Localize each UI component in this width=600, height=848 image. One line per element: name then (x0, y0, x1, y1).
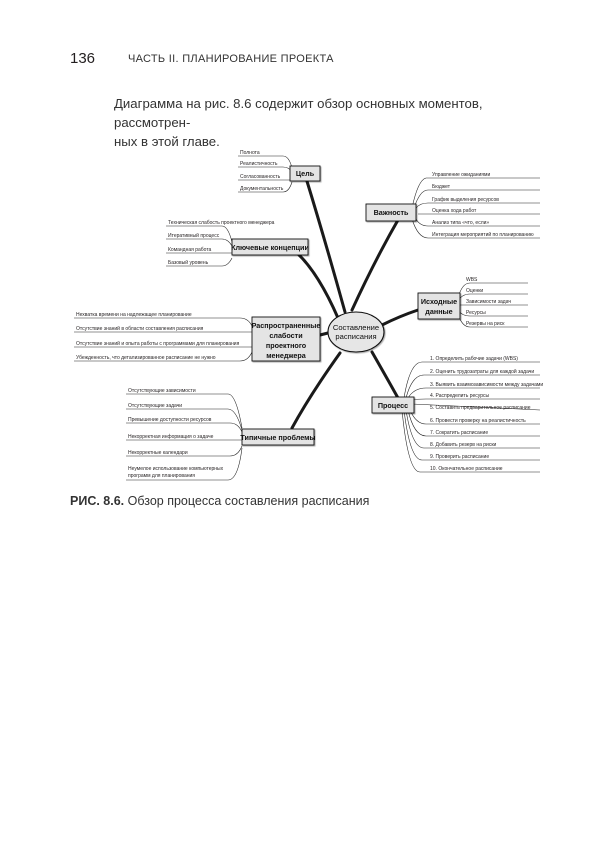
input-item: WBS (466, 277, 478, 283)
input-item: Ресурсы (466, 310, 486, 316)
process-step: 10. Окончательное расписание (430, 466, 503, 472)
process-step: 4. Распределить ресурсы (430, 393, 490, 399)
inputs-title-line: данные (425, 307, 453, 316)
running-head: ЧАСТЬ II. ПЛАНИРОВАНИЕ ПРОЕКТА (128, 53, 334, 65)
center-node (328, 312, 384, 352)
problem-item-line: Неумелое использование компьютерных (128, 466, 224, 472)
key-concepts-branch (166, 220, 309, 266)
intro-line-2: ных в этой главе. (114, 134, 220, 149)
problem-item: Превышение доступности ресурсов (128, 417, 212, 423)
input-item: Оценки (466, 288, 484, 294)
key-concepts-title: Ключевые концепции (231, 243, 309, 252)
goal-item: Согласованность (240, 174, 281, 180)
problem-item: Некорректная информация о задаче (128, 434, 214, 440)
typical-problems-branch (126, 388, 316, 480)
branch-importance (352, 220, 398, 310)
key-concept-item: Итеративный процесс (168, 233, 220, 239)
importance-item: Анализ типа «что, если» (432, 220, 490, 226)
key-concept-item: Командная работа (168, 247, 212, 253)
goal-item: Документальность (240, 186, 284, 192)
process-title: Процесс (377, 401, 409, 410)
intro-line-1: Диаграмма на рис. 8.6 содержит обзор основных моментов, рассмотрен- (114, 96, 483, 130)
goal-item: Полнота (240, 150, 260, 156)
importance-item: Бюджет (432, 184, 451, 190)
weakness-item: Отсутствие знаний и опыта работы с программами для планирования (76, 341, 240, 347)
figure-caption-text: Обзор процесса составления расписания (127, 494, 370, 508)
branch-inputs (382, 310, 418, 325)
importance-item: Интеграция мероприятий по планированию (432, 232, 534, 238)
input-item: Зависимости задач (466, 299, 511, 305)
weakness-item: Убежденность, что детализированное расписание не нужно (76, 355, 216, 361)
weaknesses-title-line: проектного (265, 341, 307, 350)
process-step: 7. Сократить расписание (430, 430, 489, 436)
weaknesses-branch (74, 312, 320, 361)
weaknesses-title-line: менеджера (266, 351, 306, 360)
goal-item: Реалистичность (240, 161, 278, 167)
figure-caption (70, 494, 369, 508)
key-concept-item: Базовый уровень (168, 260, 209, 266)
key-concept-item: Техническая слабость проектного менеджера (168, 220, 275, 226)
importance-title: Важность (373, 208, 409, 217)
weakness-item: Нехватка времени на надлежащее планирование (76, 312, 192, 318)
problem-item: Отсутствующие задачи (128, 403, 183, 409)
branch-weaknesses (320, 333, 328, 335)
process-step: 5. Составить предварительное расписание (430, 405, 531, 411)
importance-item: Оценка хода работ (432, 208, 477, 214)
page-number: 136 (70, 50, 96, 67)
process-step: 8. Добавить резерв на риски (430, 442, 497, 448)
process-step: 1. Определить рабочие задачи (WBS) (430, 356, 518, 362)
center-title-line-1: Составление (332, 323, 380, 332)
typical-problems-title: Типичные проблемы (240, 433, 316, 442)
figure-caption-label: РИС. 8.6. (70, 494, 125, 508)
input-item: Резервы на риск (466, 321, 505, 327)
process-step: 9. Проверить расписание (430, 454, 490, 460)
goal-title: Цель (295, 169, 315, 178)
process-step: 2. Оценить трудозатраты для каждой задачи (430, 369, 535, 375)
process-step: 6. Провести проверку на реалистичность (430, 418, 526, 424)
importance-item: График выделения ресурсов (432, 197, 499, 203)
process-branch (372, 356, 543, 472)
importance-item: Управление ожиданиями (432, 172, 491, 178)
inputs-title-line: Исходные (420, 297, 458, 306)
inputs-branch (418, 277, 528, 327)
center-title-line-2: расписания (335, 332, 377, 341)
weakness-item: Отсутствие знаний в области составления расписания (76, 326, 204, 332)
problem-item: Отсутствующие зависимости (128, 388, 196, 394)
problem-item-line: программ для планирования (128, 473, 196, 479)
problem-item: Некорректные календари (128, 450, 188, 456)
branch-process (372, 352, 398, 398)
branch-typical-problems (292, 353, 340, 428)
weaknesses-title-line: Распространенные (251, 321, 321, 330)
process-step: 3. Выявить взаимозависимости между задачами (430, 382, 544, 388)
weaknesses-title-line: слабости (269, 331, 303, 340)
